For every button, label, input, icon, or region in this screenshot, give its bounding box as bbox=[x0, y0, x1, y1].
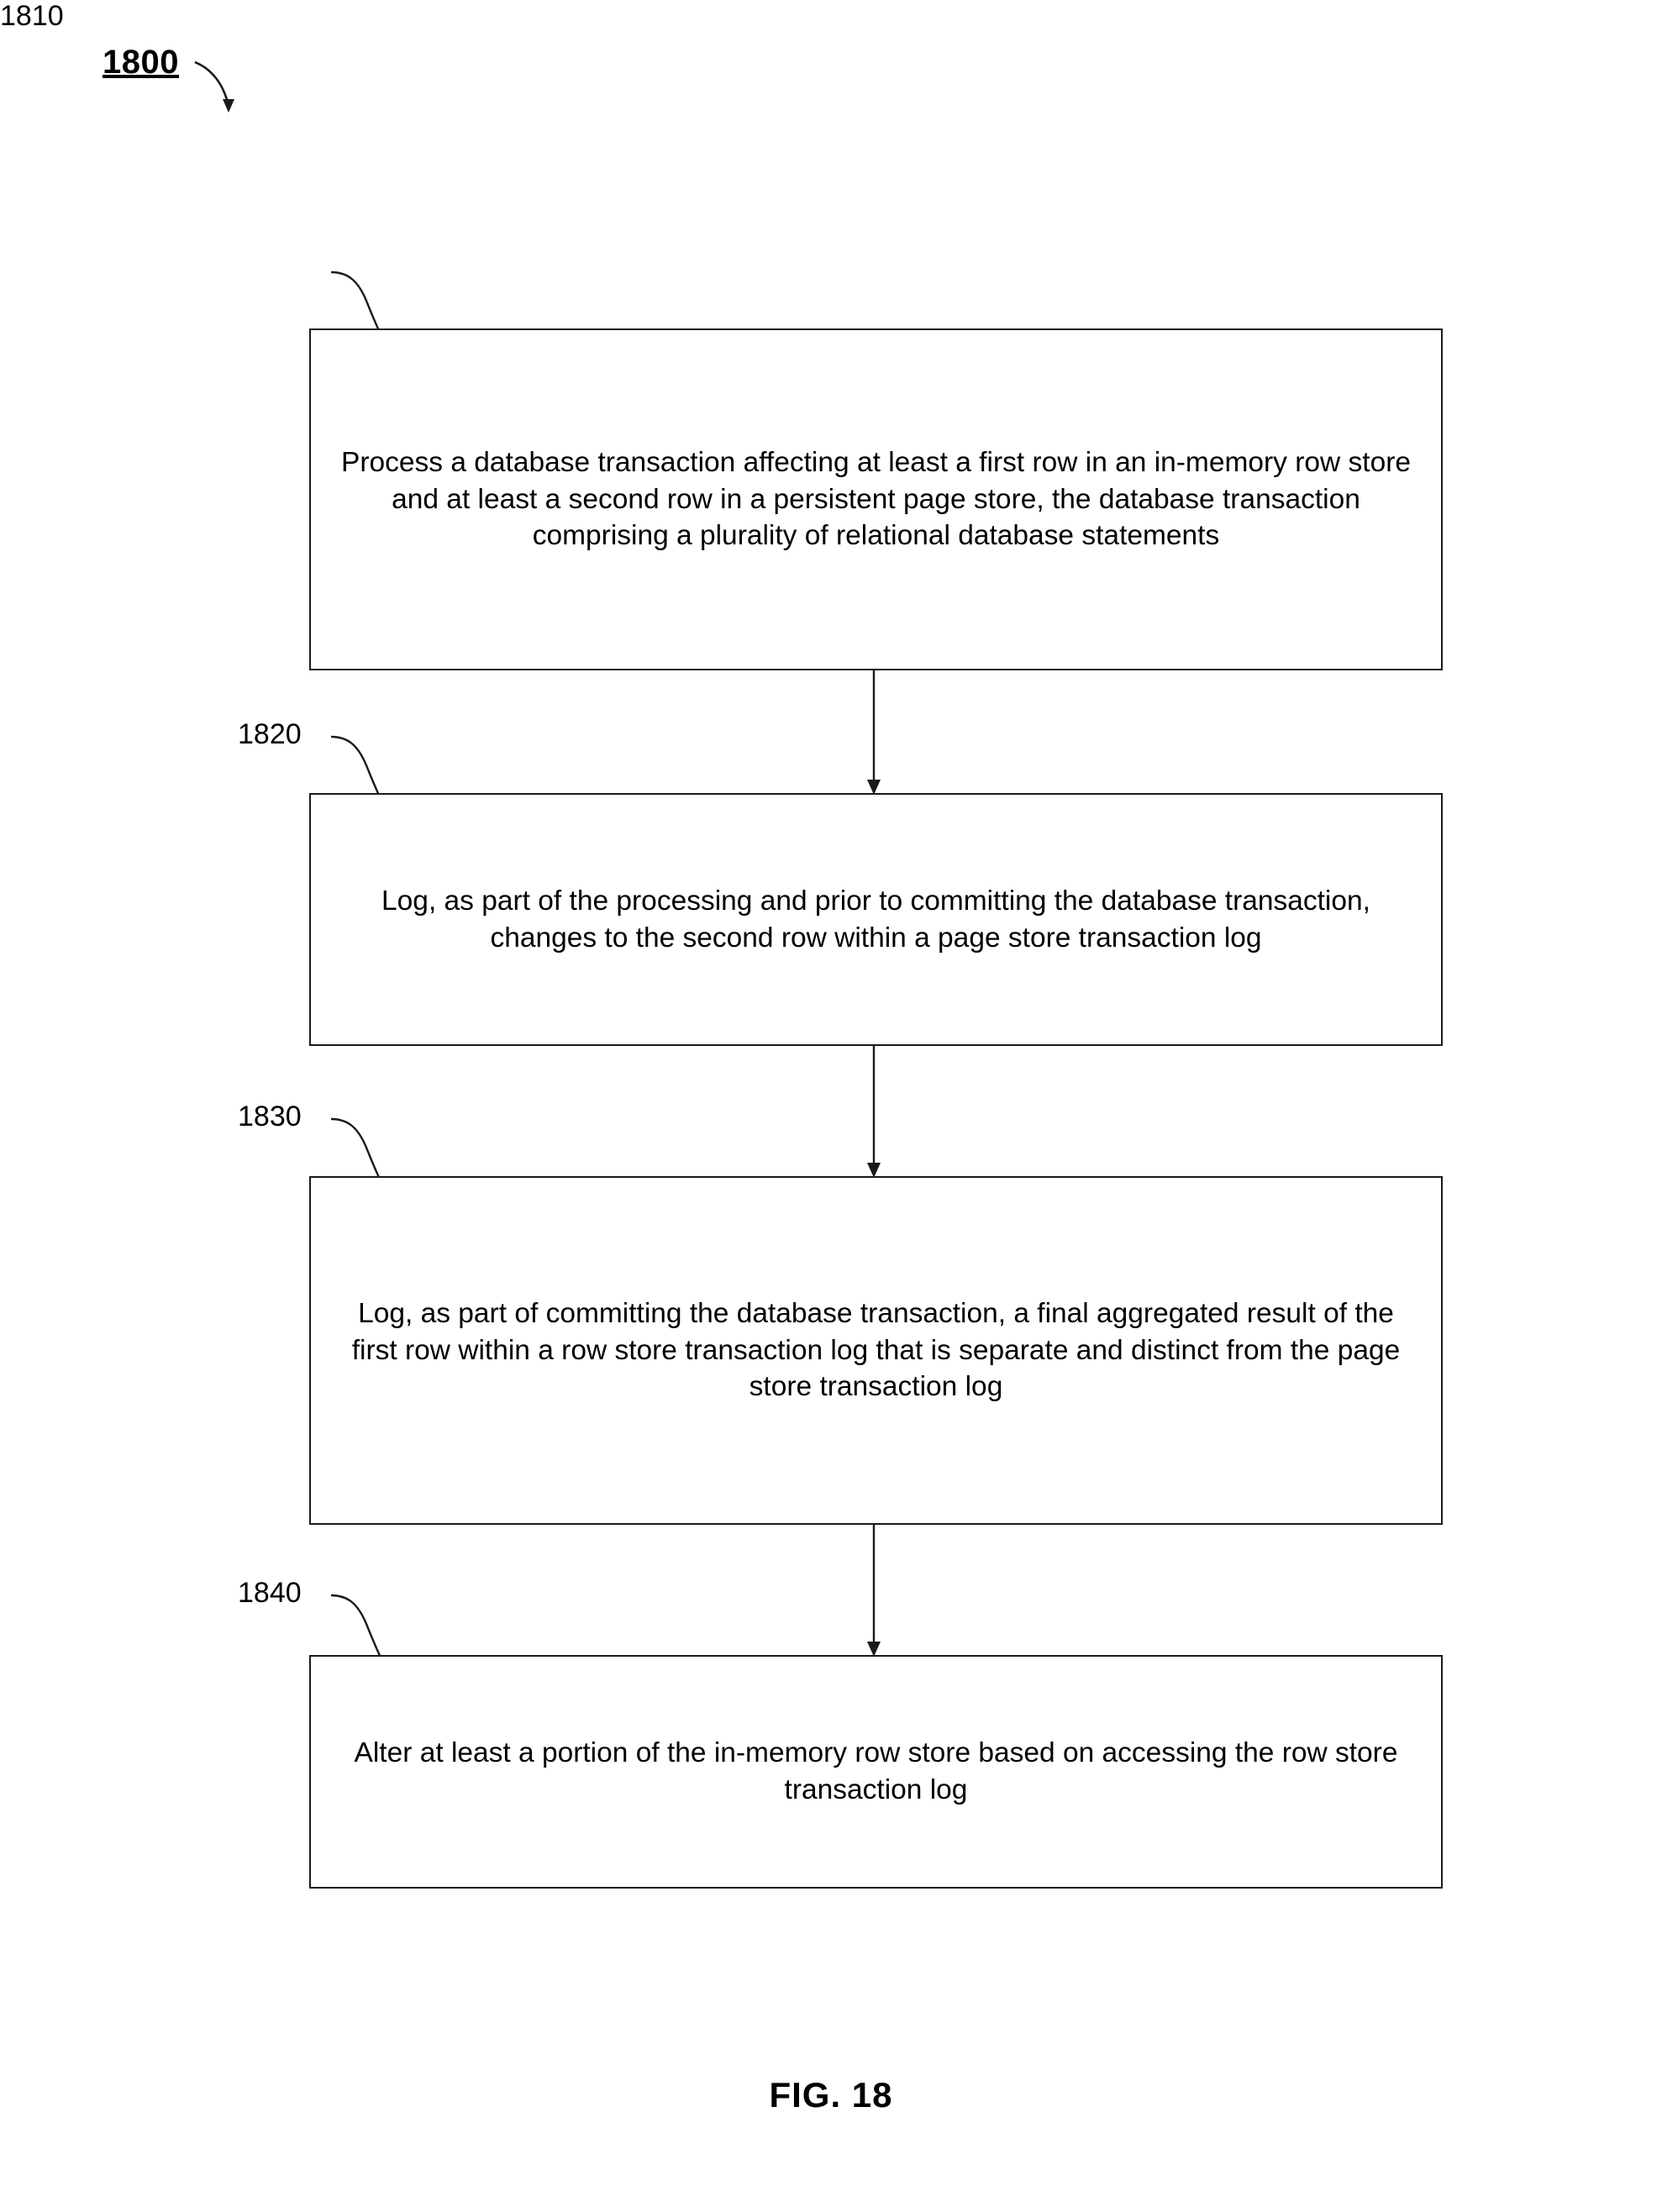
ref-label-1830: 1830 bbox=[238, 1101, 302, 1132]
process-box-1830-text: Log, as part of committing the database transaction, a final aggregated result of the first row within a row store transaction log that is separate and distinct from the page store transaction log bbox=[351, 1297, 1401, 1403]
figure-caption: FIG. 18 bbox=[769, 2075, 893, 2115]
connector-1820-to-1830-icon bbox=[840, 1044, 907, 1180]
ref-label-1840: 1840 bbox=[238, 1577, 302, 1609]
process-box-1820-text: Log, as part of the processing and prior to committing the database transaction, changes to the second row within a page store transaction log bbox=[381, 885, 1370, 954]
process-box-1810-text: Process a database transaction affecting at least a first row in an in-memory row store and at least a second row in a persistent page store, the database transaction comprising a plurality of relational database statements bbox=[341, 446, 1411, 552]
process-box-1820 bbox=[309, 793, 1443, 1046]
process-box-1840-text: Alter at least a portion of the in-memory row store based on accessing the row store transaction log bbox=[354, 1737, 1398, 1805]
ref-label-1810: 1810 bbox=[0, 0, 64, 32]
connector-1830-to-1840-icon bbox=[840, 1523, 907, 1658]
ref-label-1820: 1820 bbox=[238, 718, 302, 750]
process-box-1830 bbox=[309, 1176, 1443, 1525]
figure-number-label: 1800 bbox=[103, 44, 179, 81]
process-box-1810 bbox=[309, 328, 1443, 670]
connector-1810-to-1820-icon bbox=[840, 669, 907, 796]
process-box-1840 bbox=[309, 1655, 1443, 1889]
